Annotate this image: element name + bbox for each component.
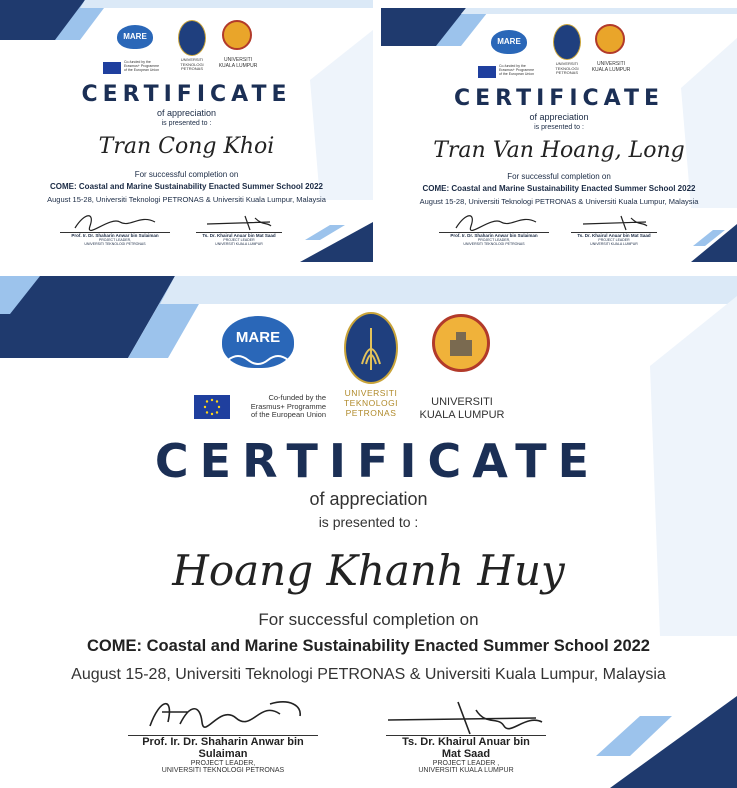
program-details: August 15-28, Universiti Teknologi PETRONAS & Universiti Kuala Lumpur, Malaysia — [47, 195, 326, 204]
signer-2-block: Ts. Dr. Khairul Anuar bin Mat Saad PROJECT LEADER UNIVERSITI KUALA LUMPUR — [571, 232, 657, 246]
recipient-name: Tran Cong Khoi — [98, 134, 275, 159]
mare-logo: MARE — [117, 25, 153, 49]
recipient-name: Tran Van Hoang, Long — [433, 138, 685, 163]
eu-cofunded-text: Co-funded by the Erasmus+ Programme of the European Union — [124, 60, 160, 73]
program-details: August 15-28, Universiti Teknologi PETRONAS & Universiti Kuala Lumpur, Malaysia — [71, 666, 666, 683]
signer-1-block: Prof. Ir. Dr. Shaharin Anwar bin Sulaiman PROJECT LEADER, UNIVERSITI TEKNOLOGI PETRONAS — [128, 735, 318, 774]
signature-1 — [140, 694, 310, 734]
certificate-title: CERTIFICATE — [453, 86, 665, 111]
signer-2-block: Ts. Dr. Khairul Anuar bin Mat Saad PROJECT LEADER , UNIVERSITI KUALA LUMPUR — [386, 735, 546, 774]
appreciation-text: of appreciation — [156, 108, 217, 118]
program-title: COME: Coastal and Marine Sustainability Enacted Summer School 2022 — [422, 184, 696, 193]
eu-cofunded-text: Co-funded by the Erasmus+ Programme of the European Union — [250, 393, 326, 420]
signer-1-block: Prof. Ir. Dr. Shaharin Anwar bin Sulaiman PROJECT LEADER, UNIVERSITI TEKNOLOGI PETRONAS — [60, 232, 170, 246]
presented-text: is presented to : — [318, 514, 419, 530]
utp-logo-text: UNIVERSITI TEKNOLOGI PETRONAS — [180, 57, 204, 72]
appreciation-text: of appreciation — [529, 112, 589, 122]
eu-flag-icon — [103, 62, 121, 74]
completion-text: For successful completion on — [507, 172, 611, 181]
certificate-title: CERTIFICATE — [81, 82, 292, 107]
eu-flag-icon — [478, 66, 496, 78]
recipient-name: Hoang Khanh Huy — [172, 546, 565, 595]
eu-cofunded-text: Co-funded by the Erasmus+ Programme of the European Union — [499, 64, 535, 77]
unikl-logo — [222, 20, 252, 50]
program-title: COME: Coastal and Marine Sustainability Enacted Summer School 2022 — [87, 637, 650, 655]
utp-logo-text: UNIVERSITI TEKNOLOGI PETRONAS — [343, 388, 399, 418]
signature-2 — [581, 212, 651, 232]
certificate-3 — [0, 276, 737, 788]
presented-text: is presented to : — [534, 124, 584, 131]
mare-wave-icon — [226, 352, 290, 366]
unikl-logo-text: UNIVERSITI KUALA LUMPUR — [419, 396, 505, 421]
appreciation-text: of appreciation — [309, 489, 428, 509]
utp-logo — [178, 20, 206, 56]
program-title: COME: Coastal and Marine Sustainability Enacted Summer School 2022 — [50, 182, 323, 191]
unikl-logo-text: UNIVERSITI KUALA LUMPUR — [218, 57, 258, 69]
signature-2 — [386, 696, 546, 736]
signer-1-block: Prof. Ir. Dr. Shaharin Anwar bin Sulaiman PROJECT LEADER, UNIVERSITI TEKNOLOGI PETRONAS — [439, 232, 549, 246]
eu-flag-icon — [194, 395, 230, 419]
utp-logo-text: UNIVERSITI TEKNOLOGI PETRONAS — [555, 61, 579, 76]
unikl-logo-text: UNIVERSITI KUALA LUMPUR — [591, 61, 631, 73]
unikl-logo — [595, 24, 625, 54]
certificate-1 — [0, 0, 373, 262]
program-details: August 15-28, Universiti Teknologi PETRONAS & Universiti Kuala Lumpur, Malaysia — [419, 197, 699, 206]
certificate-title: CERTIFICATE — [154, 434, 601, 488]
mare-logo: MARE — [222, 316, 294, 368]
signature-1 — [70, 210, 160, 232]
certificate-2 — [381, 8, 737, 262]
signer-2-block: Ts. Dr. Khairul Anuar bin Mat Saad PROJECT LEADER UNIVERSITI KUALA LUMPUR — [196, 232, 282, 246]
completion-text: For successful completion on — [258, 610, 479, 629]
signature-2 — [205, 212, 275, 232]
utp-emblem-icon — [356, 324, 386, 374]
utp-logo — [553, 24, 581, 60]
unikl-emblem-icon — [446, 326, 476, 360]
mare-logo: MARE — [491, 30, 527, 54]
presented-text: is presented to : — [161, 120, 212, 127]
completion-text: For successful completion on — [134, 170, 239, 179]
signature-1 — [451, 210, 541, 232]
